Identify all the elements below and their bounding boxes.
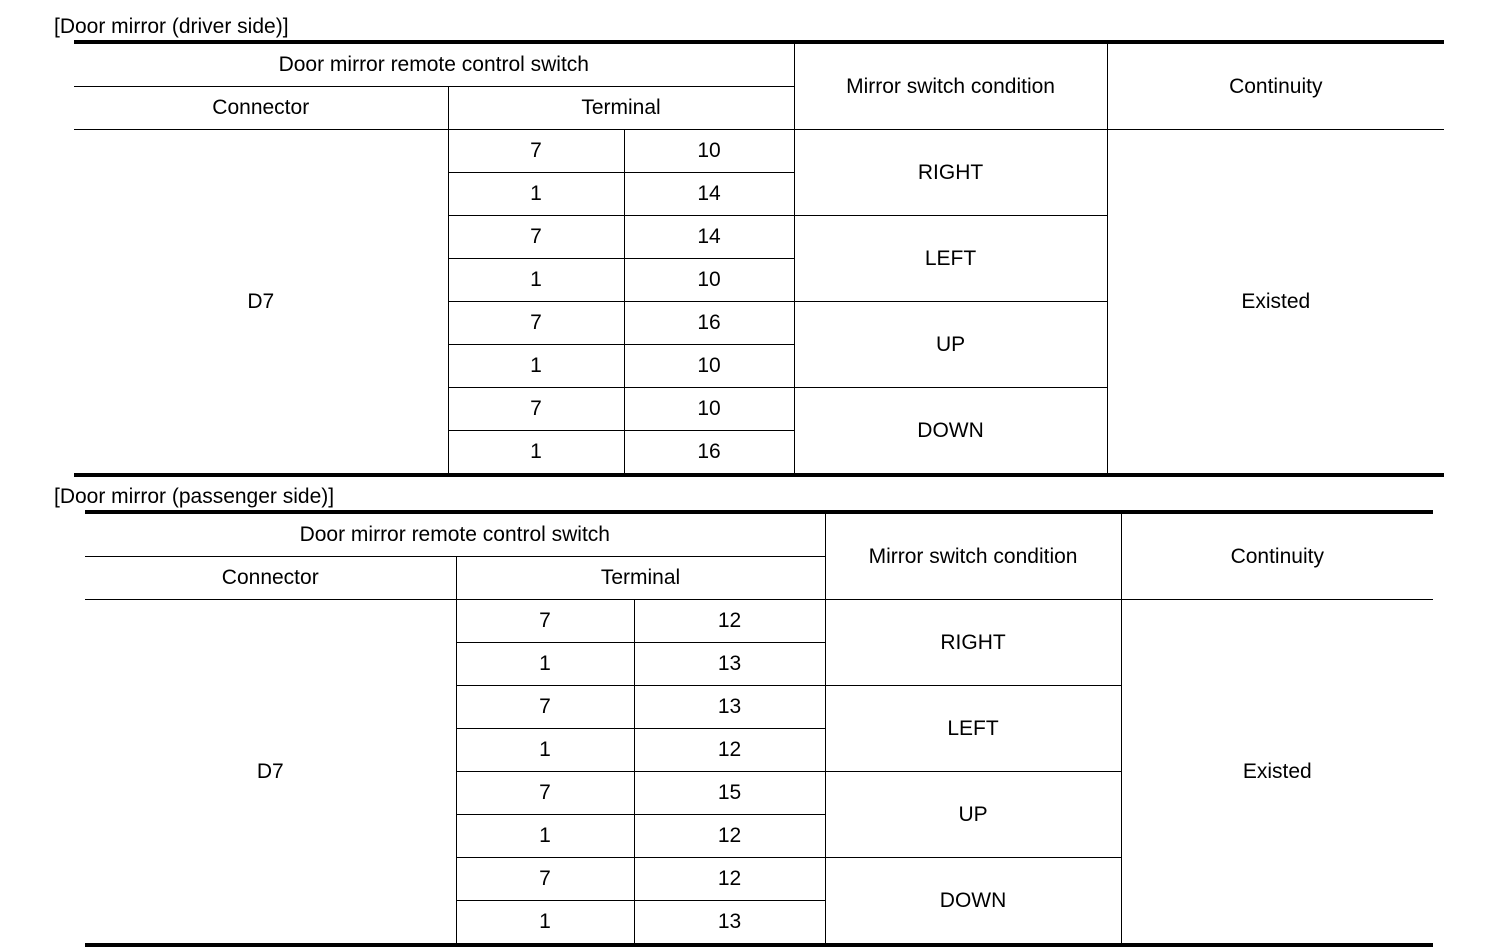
terminal-b: 16 <box>624 431 794 476</box>
terminal-a: 1 <box>456 729 634 772</box>
condition-cell: LEFT <box>825 686 1121 772</box>
terminal-b: 10 <box>624 345 794 388</box>
driver-side-table <box>74 40 1444 477</box>
terminal-a: 7 <box>448 130 624 173</box>
header-connector: Connector <box>85 557 456 600</box>
condition-cell: DOWN <box>825 858 1121 946</box>
header-terminal: Terminal <box>456 557 825 600</box>
terminal-b: 13 <box>634 643 825 686</box>
header-terminal: Terminal <box>448 87 794 130</box>
terminal-a: 1 <box>448 173 624 216</box>
terminal-a: 1 <box>448 345 624 388</box>
connector-cell: D7 <box>85 600 456 946</box>
condition-cell: RIGHT <box>794 130 1107 216</box>
header-remote-control-switch: Door mirror remote control switch <box>85 512 825 557</box>
terminal-a: 7 <box>456 772 634 815</box>
connector-cell: D7 <box>74 130 448 476</box>
table-row <box>85 600 1433 643</box>
table-row <box>74 130 1444 173</box>
terminal-a: 7 <box>456 858 634 901</box>
header-mirror-switch-condition: Mirror switch condition <box>794 42 1107 130</box>
header-continuity: Continuity <box>1121 512 1433 600</box>
terminal-b: 10 <box>624 130 794 173</box>
terminal-a: 1 <box>456 643 634 686</box>
terminal-a: 7 <box>448 388 624 431</box>
terminal-b: 13 <box>634 901 825 946</box>
terminal-b: 14 <box>624 173 794 216</box>
passenger-side-table <box>85 510 1433 947</box>
terminal-a: 7 <box>448 302 624 345</box>
condition-cell: UP <box>794 302 1107 388</box>
condition-cell: UP <box>825 772 1121 858</box>
driver-side-title: [Door mirror (driver side)] <box>54 15 289 38</box>
header-connector: Connector <box>74 87 448 130</box>
terminal-a: 7 <box>448 216 624 259</box>
terminal-b: 13 <box>634 686 825 729</box>
terminal-b: 16 <box>624 302 794 345</box>
terminal-b: 14 <box>624 216 794 259</box>
terminal-a: 1 <box>448 259 624 302</box>
terminal-b: 12 <box>634 858 825 901</box>
terminal-b: 12 <box>634 729 825 772</box>
terminal-b: 10 <box>624 388 794 431</box>
header-continuity: Continuity <box>1107 42 1444 130</box>
condition-cell: DOWN <box>794 388 1107 476</box>
terminal-a: 1 <box>456 815 634 858</box>
terminal-b: 10 <box>624 259 794 302</box>
terminal-b: 12 <box>634 815 825 858</box>
header-remote-control-switch: Door mirror remote control switch <box>74 42 794 87</box>
condition-cell: RIGHT <box>825 600 1121 686</box>
terminal-a: 1 <box>448 431 624 476</box>
header-mirror-switch-condition: Mirror switch condition <box>825 512 1121 600</box>
terminal-b: 15 <box>634 772 825 815</box>
continuity-cell: Existed <box>1107 130 1444 476</box>
terminal-a: 1 <box>456 901 634 946</box>
terminal-a: 7 <box>456 600 634 643</box>
terminal-b: 12 <box>634 600 825 643</box>
passenger-side-title: [Door mirror (passenger side)] <box>54 485 335 508</box>
terminal-a: 7 <box>456 686 634 729</box>
condition-cell: LEFT <box>794 216 1107 302</box>
continuity-cell: Existed <box>1121 600 1433 946</box>
